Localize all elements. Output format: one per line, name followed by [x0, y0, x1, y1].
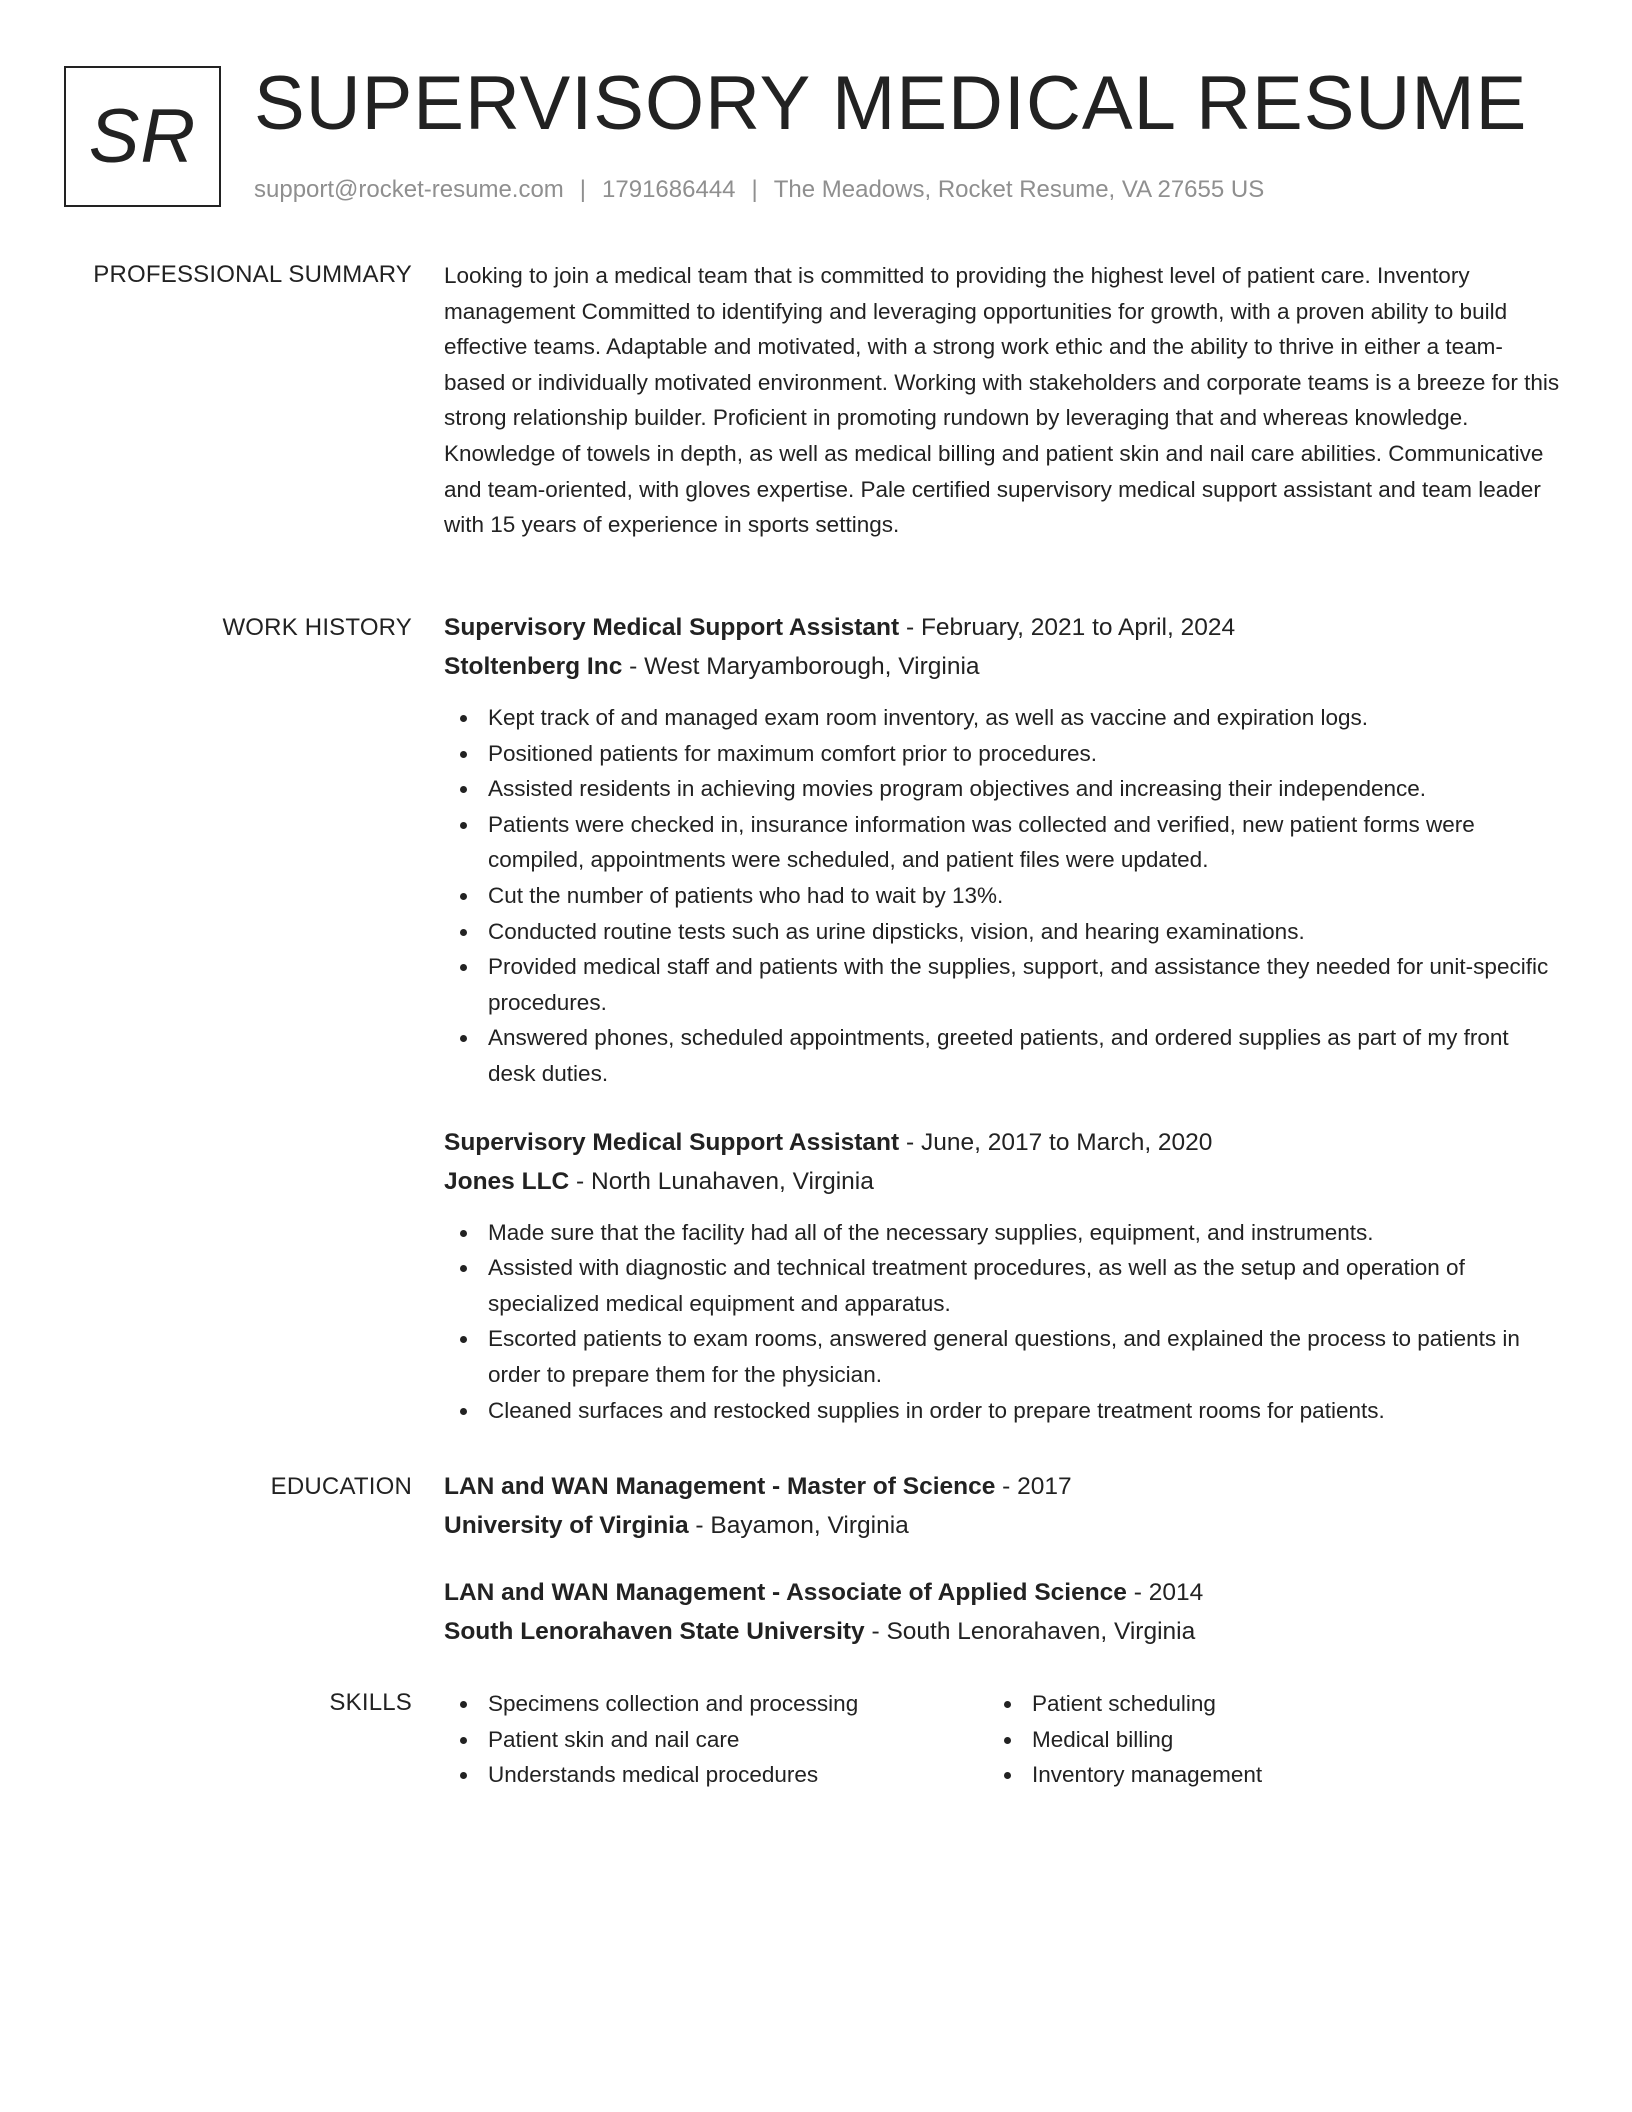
section-label: EDUCATION: [270, 1473, 412, 1500]
skill-item: Inventory management: [1032, 1757, 1532, 1793]
contact-address: The Meadows, Rocket Resume, VA 27655 US: [773, 176, 1265, 203]
skill-item: Specimens collection and processing: [488, 1686, 988, 1722]
contact-line: [254, 174, 1264, 206]
job-bullets: [444, 1215, 1560, 1429]
contact-email: support@rocket-resume.com: [254, 176, 564, 203]
list-item: Assisted with diagnostic and technical treatment procedures, as well as the setup and operation of specialized medical equipment and apparatus.: [488, 1250, 1560, 1321]
degree-year: - 2017: [995, 1473, 1072, 1500]
skill-item: Medical billing: [1032, 1722, 1532, 1758]
job-title: Supervisory Medical Support Assistant: [444, 1128, 900, 1156]
list-item: Positioned patients for maximum comfort prior to procedures.: [488, 736, 1560, 772]
job-company: Stoltenberg Inc: [444, 653, 623, 680]
list-item: Conducted routine tests such as urine dipsticks, vision, and hearing examinations.: [488, 914, 1560, 950]
job-company-line: [444, 1165, 1560, 1199]
job-dates: - February, 2021 to April, 2024: [899, 614, 1236, 641]
section-body: [444, 1470, 1560, 1649]
school-line: [444, 1615, 1560, 1649]
section-body: [444, 1686, 1560, 1793]
job-entry: [444, 1126, 1560, 1429]
list-item: Kept track of and managed exam room inventory, as well as vaccine and expiration logs.: [488, 700, 1560, 736]
section-label: WORK HISTORY: [222, 614, 412, 641]
school: South Lenorahaven State University: [444, 1618, 865, 1645]
section-body: [444, 258, 1560, 543]
summary-text: Looking to join a medical team that is committed to providing the highest level of patient care. Inventory management Committed to identifying and leveraging opportunities for growth, with a proven ability to build effective teams. Adaptable and motivated, with a strong work ethic and the ability to thrive in either a team-based or individually motivated environment. Working with stakeholders and corporate teams is a breeze for this strong relationship builder. Proficient in promoting rundown by leveraging that and whereas knowledge. Knowledge of towels in depth, as well as medical billing and patient skin and nail care abilities. Communicative and team-oriented, with gloves expertise. Pale certified supervisory medical support assistant and team leader with 15 years of experience in sports settings.: [444, 263, 1560, 538]
job-title-line: [444, 1126, 1560, 1160]
contact-separator: |: [751, 176, 758, 203]
job-title-line: [444, 611, 1560, 645]
contact-phone: 1791686444: [602, 176, 736, 203]
monogram-initials: SR: [88, 94, 197, 179]
job-location: - West Maryamborough, Virginia: [622, 653, 980, 680]
skills-grid: [444, 1686, 1560, 1793]
list-item: Escorted patients to exam rooms, answered general questions, and explained the process to patients in order to prepare them for the physician.: [488, 1321, 1560, 1392]
section-label: SKILLS: [329, 1689, 412, 1716]
list-item: Assisted residents in achieving movies program objectives and increasing their independence.: [488, 771, 1560, 807]
job-bullets: [444, 700, 1560, 1092]
school-line: [444, 1509, 1560, 1543]
skill-item: Patient scheduling: [1032, 1686, 1532, 1722]
skills-column-left: [444, 1686, 988, 1793]
degree-year: - 2014: [1126, 1579, 1204, 1606]
school-location: - South Lenorahaven, Virginia: [864, 1618, 1196, 1645]
job-company: Jones LLC: [444, 1167, 570, 1195]
list-item: Made sure that the facility had all of the necessary supplies, equipment, and instruments.: [488, 1215, 1560, 1251]
degree: LAN and WAN Management - Master of Science: [444, 1473, 996, 1500]
education-entry: [444, 1470, 1560, 1543]
skills-column-right: [988, 1686, 1532, 1793]
section-body: [444, 611, 1560, 1428]
degree-line: [444, 1470, 1560, 1504]
job-entry: [444, 611, 1560, 1092]
list-item: Answered phones, scheduled appointments, greeted patients, and ordered supplies as part of my front desk duties.: [488, 1020, 1560, 1091]
job-company-line: [444, 650, 1560, 684]
degree: LAN and WAN Management - Associate of Applied Science: [444, 1579, 1127, 1606]
section-label: PROFESSIONAL SUMMARY: [93, 261, 412, 288]
job-dates: - June, 2017 to March, 2020: [899, 1128, 1213, 1156]
school-location: - Bayamon, Virginia: [688, 1512, 909, 1539]
education-entry: [444, 1576, 1560, 1649]
skill-item: Patient skin and nail care: [488, 1722, 988, 1758]
list-item: Patients were checked in, insurance information was collected and verified, new patient forms were compiled, appointments were scheduled, and patient files were updated.: [488, 807, 1560, 878]
list-item: Cleaned surfaces and restocked supplies in order to prepare treatment rooms for patients.: [488, 1393, 1560, 1429]
job-location: - North Lunahaven, Virginia: [569, 1167, 874, 1195]
skill-item: Understands medical procedures: [488, 1757, 988, 1793]
list-item: Cut the number of patients who had to wait by 13%.: [488, 878, 1560, 914]
contact-separator: |: [579, 176, 587, 203]
job-title: Supervisory Medical Support Assistant: [444, 614, 900, 641]
degree-line: [444, 1576, 1560, 1610]
monogram-box: [64, 66, 221, 207]
page-title: SUPERVISORY MEDICAL RESUME: [254, 61, 1528, 146]
list-item: Provided medical staff and patients with the supplies, support, and assistance they needed for unit-specific procedures.: [488, 949, 1560, 1020]
school: University of Virginia: [444, 1512, 689, 1539]
